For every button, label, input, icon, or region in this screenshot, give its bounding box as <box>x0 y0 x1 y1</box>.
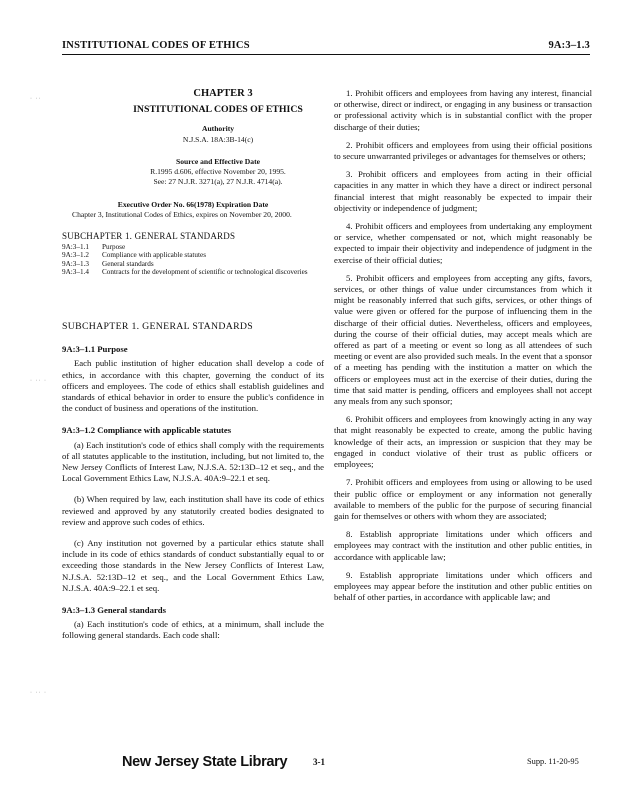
section-heading-compliance: 9A:3–1.2 Compliance with applicable statutes <box>62 425 232 436</box>
toc-item-number: 9A:3–1.2 <box>62 251 89 260</box>
authority-text: N.J.S.A. 18A:3B-14(c) <box>182 134 254 144</box>
left-column <box>62 88 324 642</box>
standard-item: 2. Prohibit officers and employees from using their official positions to secure unwarranted privileges or advantages for themselves or others; <box>334 139 592 162</box>
toc-item-title: General standards <box>102 259 154 268</box>
section-heading-purpose: 9A:3–1.1 Purpose <box>62 344 128 355</box>
section-paragraph-c: (c) Any institution not governed by a particular ethics statute shall include in its code of ethics standards of conduct substantially equal to or exceeding those standards in the New Jersey Conflicts of Interest Law, N.J.S.A. 52:13D–12 et seq., and the Local Government Ethics Law, N.J.S.A. 40A:9–22.1 et seq. <box>62 538 324 593</box>
margin-mark: · ·· <box>30 96 42 102</box>
section-paragraph-a: (a) Each institution's code of ethics, at a minimum, shall include the following general standards. Each code shall: <box>62 619 324 641</box>
toc-item-title: Purpose <box>102 242 126 251</box>
page-number: 3-1 <box>313 757 325 767</box>
toc-item <box>62 251 324 260</box>
margin-mark: · ·· · <box>30 690 47 696</box>
source-heading: Source and Effective Date <box>175 157 260 167</box>
running-header <box>62 38 590 55</box>
section-paragraph-a: (a) Each institution's code of ethics shall comply with the requirements of all statutes applicable to the institution, including, but not limited to, the New Jersey Conflicts of Interest Law, N.J.S.A. 52:13D–12 et seq., and the Local Government Ethics Law, N.J.S.A. 40A:9–22.1 et seq. <box>62 439 324 484</box>
source-line: See: 27 N.J.R. 3271(a), 27 N.J.R. 4714(a). <box>153 177 283 186</box>
executive-order-heading: Executive Order No. 66(1978) Expiration Date <box>117 199 269 209</box>
section-paragraph-b: (b) When required by law, each institution shall have its code of ethics reviewed and approved by any statutorily created bodies designated to review and approve such codes of ethics. <box>62 494 324 527</box>
chapter-title: INSTITUTIONAL CODES OF ETHICS <box>133 104 303 116</box>
subchapter-heading: SUBCHAPTER 1. GENERAL STANDARDS <box>62 320 254 332</box>
source-line: R.1995 d.606, effective November 20, 1995. <box>150 167 286 177</box>
supplement-date: Supp. 11-20-95 <box>527 757 579 766</box>
right-column <box>334 88 592 610</box>
standard-item: 5. Prohibit officers and employees from accepting any gifts, favors, services, or other things of value under circumstances from which it might be reasonably inferred that such gifts, services, or other things of value were given or offered for the purpose of influencing them in the discharge of their official duties. Nevertheless, officers and employees, during the course of their official duties, may accept meals which are offered as part of a meeting or event so long as all attendees of such meeting or event are also provided such meals. In the event that a sponsor of a meeting has pending with the institution a matter on which the officers or employees must act in the exercise of their duties, during the time that said matter is pending, officers and employees shall not accept any meals from any such sponsor; <box>334 272 592 407</box>
authority-heading: Authority <box>201 124 235 134</box>
executive-order-text: Chapter 3, Institutional Codes of Ethics, expires on November 20, 2000. <box>72 209 292 219</box>
section-text-purpose: Each public institution of higher education shall develop a code of ethics, in accordance with this chapter, governing the conduct of its officers and employees. The code of ethics shall establish guidelines and standards of ethical behavior in order to ensure the public's confidence in the conduct of business and operations of the institution. <box>62 358 324 414</box>
chapter-label: CHAPTER 3 <box>193 88 253 99</box>
standard-item: 7. Prohibit officers and employees from using or allowing to be used their public office or employment or any information not generally available to members of the public for the purpose of securing financial gain for themselves or others with whom they are associated; <box>334 477 592 521</box>
header-title: INSTITUTIONAL CODES OF ETHICS <box>62 40 250 51</box>
standard-item: 8. Establish appropriate limitations under which officers and employees may contract with the institution and other public entities, in accordance with applicable law; <box>334 529 592 562</box>
toc-item-title: Compliance with applicable statutes <box>102 251 206 260</box>
margin-mark: · ·· · <box>30 378 47 384</box>
toc-item <box>62 243 324 252</box>
standard-item: 6. Prohibit officers and employees from knowingly acting in any way that might reasonably be expected to create, among the public having knowledge of their acts, an impression or suspicion that they may be engaged in conduct violative of their trust as public officers or employees; <box>334 414 592 470</box>
toc-item-number: 9A:3–1.4 <box>62 268 89 277</box>
toc-item-title: Contracts for the development of scientific or technological discoveries <box>102 268 308 277</box>
standard-item: 4. Prohibit officers and employees from undertaking any employment or service, whether compensated or not, which might reasonably be expected to impair their objectivity and independence of judgment in the exercise of their official duties; <box>334 221 592 265</box>
toc-heading: SUBCHAPTER 1. GENERAL STANDARDS <box>62 231 236 242</box>
table-of-contents <box>62 243 324 277</box>
standard-item: 9. Establish appropriate limitations under which officers and employees may appear before the institution and other public entities on behalf of other parties, in accordance with applicable law; and <box>334 569 592 603</box>
library-stamp: New Jersey State Library <box>122 754 288 770</box>
toc-item-number: 9A:3–1.1 <box>62 242 89 251</box>
toc-item <box>62 260 324 269</box>
standard-item: 3. Prohibit officers and employees from acting in their official capacities in any matter in which they have a direct or indirect personal financial interest that might reasonably be expected to impair their objectivity or independence of judgment; <box>334 169 592 213</box>
standard-item: 1. Prohibit officers and employees from having any interest, financial or otherwise, direct or indirect, or engaging in any business or transaction or professional activity which is in substantial conflict with the proper discharge of their duties; <box>334 88 592 132</box>
section-heading-general-standards: 9A:3–1.3 General standards <box>62 605 167 616</box>
header-section-number: 9A:3–1.3 <box>548 40 590 51</box>
toc-item-number: 9A:3–1.3 <box>62 259 89 268</box>
toc-item <box>62 268 324 277</box>
